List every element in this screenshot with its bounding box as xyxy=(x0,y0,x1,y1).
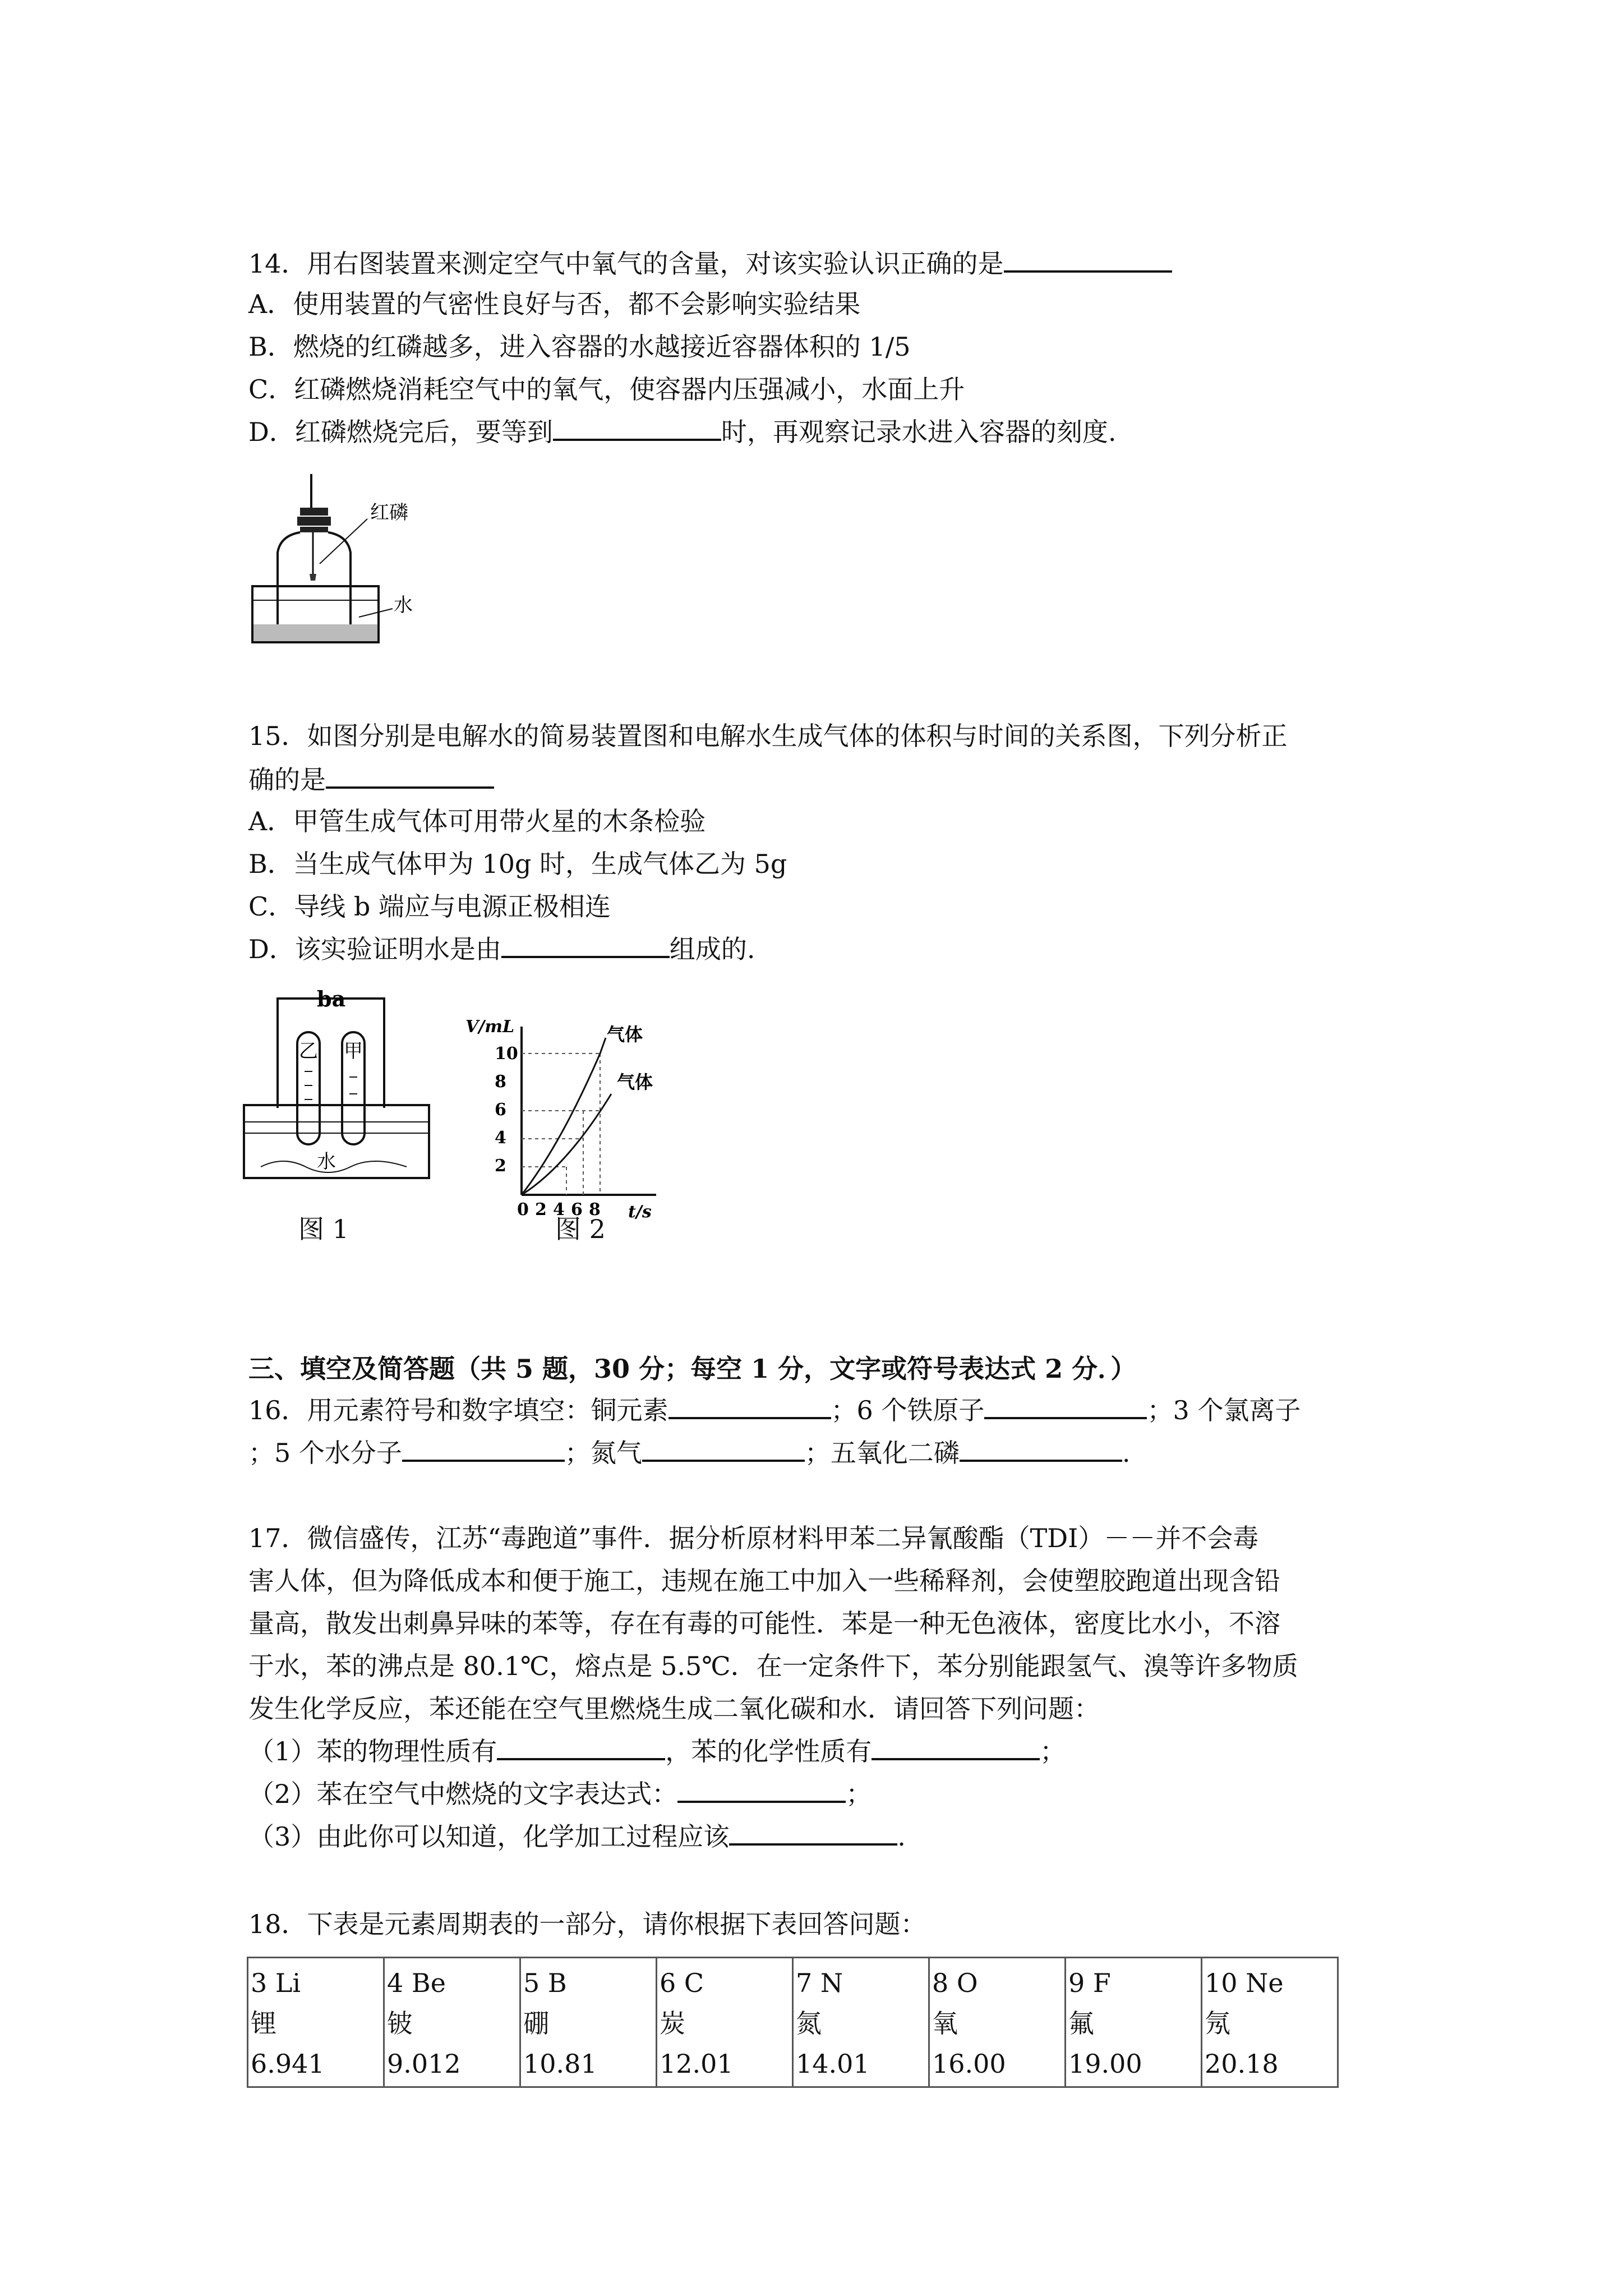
q16-p3: ；3 个氯离子 xyxy=(1147,1395,1301,1425)
q17-s1-post: ； xyxy=(1040,1736,1066,1766)
q17-s3-post: . xyxy=(897,1821,906,1852)
curve-2-label: 气体 xyxy=(617,1071,653,1093)
element-cell xyxy=(248,1958,384,2087)
element-cell xyxy=(520,1958,657,2087)
q15-option-d-pre: D．该实验证明水是由 xyxy=(248,934,501,964)
element-name: 氧 xyxy=(932,2008,958,2039)
x-tick-label: 8 xyxy=(589,1200,601,1220)
oxygen-apparatus-figure xyxy=(247,474,437,654)
q17-s1-pre: （1）苯的物理性质有 xyxy=(248,1736,497,1766)
element-mass: 10.81 xyxy=(523,2049,597,2079)
q16-line-2 xyxy=(248,1436,1131,1470)
y-tick-label: 8 xyxy=(495,1072,506,1092)
q16-p5: ；氮气 xyxy=(564,1438,642,1468)
x-tick-label: 6 xyxy=(571,1200,583,1220)
element-name: 氮 xyxy=(796,2008,822,2039)
chart-xlabel: t/s xyxy=(628,1202,652,1222)
q16-blank-copper[interactable] xyxy=(668,1395,831,1419)
element-name: 铍 xyxy=(387,2008,413,2039)
q15-stem-2 xyxy=(248,763,494,797)
y-tick-label: 10 xyxy=(495,1044,518,1064)
element-num-sym: 10 Ne xyxy=(1205,1968,1284,1998)
element-num-sym: 4 Be xyxy=(387,1968,446,1998)
q15-stem-2-text: 确的是 xyxy=(248,765,326,795)
wire-label: ba xyxy=(317,987,346,1011)
q15-d-blank[interactable] xyxy=(501,933,670,958)
q16-blank-nitrogen[interactable] xyxy=(642,1437,805,1462)
element-name: 硼 xyxy=(523,2008,549,2039)
q16-p2: ；6 个铁原子 xyxy=(831,1395,985,1425)
q17-line-4: 于水，苯的沸点是 80.1℃，熔点是 5.5℃．在一定条件下，苯分别能跟氢气、溴等许多物质 xyxy=(248,1651,1298,1681)
phosphorus-label: 红磷 xyxy=(370,501,408,524)
q17-sub-3 xyxy=(248,1820,906,1853)
element-num-sym: 6 C xyxy=(660,1968,704,1998)
q16-p4: ；5 个水分子 xyxy=(248,1438,402,1468)
q14-option-c: C．红磷燃烧消耗空气中的氧气，使容器内压强减小，水面上升 xyxy=(248,374,965,404)
tube-right-label: 甲 xyxy=(344,1040,363,1062)
chart-ylabel: V/mL xyxy=(465,1017,515,1037)
q16-blank-iron[interactable] xyxy=(984,1395,1147,1419)
q15-option-b: B．当生成气体甲为 10g 时，生成气体乙为 5g xyxy=(248,849,787,879)
element-num-sym: 9 F xyxy=(1068,1968,1111,1998)
tube-left-label: 乙 xyxy=(299,1040,318,1062)
element-num-sym: 3 Li xyxy=(251,1968,301,1998)
q17-line-3: 量高，散发出刺鼻异味的苯等，存在有毒的可能性．苯是一种无色液体，密度比水小，不溶 xyxy=(248,1608,1280,1639)
q15-option-d xyxy=(248,932,755,966)
q15-answer-blank[interactable] xyxy=(326,764,494,789)
periodic-table-row xyxy=(248,1958,1338,2087)
q14-option-d-pre: D．红磷燃烧完后，要等到 xyxy=(248,417,553,447)
y-tick-label: 4 xyxy=(495,1128,506,1148)
figure-1-caption: 图 1 xyxy=(298,1214,349,1244)
element-mass: 9.012 xyxy=(387,2049,461,2079)
q16-blank-p2o5[interactable] xyxy=(960,1437,1122,1462)
electrolysis-figure xyxy=(238,987,440,1240)
q17-line-5: 发生化学反应，苯还能在空气里燃烧生成二氧化碳和水．请回答下列问题： xyxy=(248,1694,1100,1724)
element-name: 氟 xyxy=(1068,2008,1094,2039)
figure-2-caption: 图 2 xyxy=(555,1214,606,1244)
element-name: 锂 xyxy=(251,2008,276,2039)
element-mass: 16.00 xyxy=(932,2049,1006,2079)
q17-s2-pre: （2）苯在空气中燃烧的文字表达式： xyxy=(248,1779,678,1809)
q16-p1: 16．用元素符号和数字填空：铜元素 xyxy=(248,1395,668,1425)
volume-time-figure xyxy=(460,1015,673,1240)
q15-option-c: C．导线 b 端应与电源正极相连 xyxy=(248,891,611,922)
section-3-heading: 三、填空及简答题（共 5 题，30 分；每空 1 分，文字或符号表达式 2 分．） xyxy=(248,1354,1137,1384)
q18-stem: 18．下表是元素周期表的一部分，请你根据下表回答问题： xyxy=(248,1909,926,1939)
q17-blank-equation[interactable] xyxy=(677,1778,846,1803)
q17-blank-physical[interactable] xyxy=(497,1736,665,1760)
x-tick-label: 4 xyxy=(553,1200,565,1220)
q15-option-d-post: 组成的. xyxy=(669,934,755,964)
q16-blank-water[interactable] xyxy=(402,1437,565,1462)
q14-option-d-post: 时，再观察记录水进入容器的刻度. xyxy=(721,417,1117,447)
element-cell xyxy=(1066,1958,1202,2087)
element-num-sym: 7 N xyxy=(796,1968,843,1998)
y-tick-label: 6 xyxy=(495,1100,506,1120)
element-mass: 6.941 xyxy=(251,2049,325,2079)
q16-p7: . xyxy=(1122,1438,1131,1468)
element-name: 炭 xyxy=(660,2008,685,2039)
q17-blank-process[interactable] xyxy=(729,1821,897,1846)
q14-option-a: A．使用装置的气密性良好与否，都不会影响实验结果 xyxy=(248,289,861,319)
q17-blank-chemical[interactable] xyxy=(872,1736,1040,1760)
x-tick-label: 0 xyxy=(517,1200,529,1220)
q17-line-1: 17．微信盛传，江苏“毒跑道”事件．据分析原材料甲苯二异氰酸酯（TDI）－－并不会毒 xyxy=(248,1523,1259,1553)
q14-stem-text: 14．用右图装置来测定空气中氧气的含量，对该实验认识正确的是 xyxy=(248,249,1004,279)
q15-stem-1: 15．如图分别是电解水的简易装置图和电解水生成气体的体积与时间的关系图，下列分析正 xyxy=(248,721,1288,751)
curve-1-label: 气体 xyxy=(607,1024,643,1045)
element-cell xyxy=(1202,1958,1338,2087)
element-mass: 14.01 xyxy=(796,2049,870,2079)
q17-sub-1 xyxy=(248,1734,1066,1768)
q16-p6: ；五氧化二磷 xyxy=(804,1438,960,1468)
q17-sub-2 xyxy=(248,1777,872,1811)
element-mass: 19.00 xyxy=(1068,2049,1142,2079)
q14-option-b: B．燃烧的红磷越多，进入容器的水越接近容器体积的 1/5 xyxy=(248,332,911,362)
q14-d-blank[interactable] xyxy=(553,416,721,441)
element-cell xyxy=(929,1958,1066,2087)
q17-s1-mid: ，苯的化学性质有 xyxy=(665,1736,872,1766)
element-cell xyxy=(384,1958,520,2087)
q14-answer-blank[interactable] xyxy=(1004,248,1172,273)
electrolysis-water-label: 水 xyxy=(317,1151,336,1173)
q17-s2-post: ； xyxy=(846,1779,872,1809)
water-label: 水 xyxy=(394,594,413,616)
q15-option-a: A．甲管生成气体可用带火星的木条检验 xyxy=(248,806,706,836)
element-name: 氖 xyxy=(1205,2008,1230,2039)
element-mass: 20.18 xyxy=(1205,2049,1279,2079)
q16-line-1 xyxy=(248,1393,1301,1427)
element-num-sym: 8 O xyxy=(932,1968,978,1998)
y-tick-label: 2 xyxy=(495,1156,506,1176)
q14-stem xyxy=(248,247,1172,280)
q14-option-d xyxy=(248,415,1117,449)
element-num-sym: 5 B xyxy=(523,1968,567,1998)
element-cell xyxy=(657,1958,793,2087)
periodic-table-fragment xyxy=(247,1957,1339,2088)
x-tick-label: 2 xyxy=(535,1200,547,1220)
element-cell xyxy=(793,1958,929,2087)
element-mass: 12.01 xyxy=(660,2049,734,2079)
q17-s3-pre: （3）由此你可以知道，化学加工过程应该 xyxy=(248,1821,730,1852)
q17-line-2: 害人体，但为降低成本和便于施工，违规在施工中加入一些稀释剂，会使塑胶跑道出现含铅 xyxy=(248,1566,1280,1596)
